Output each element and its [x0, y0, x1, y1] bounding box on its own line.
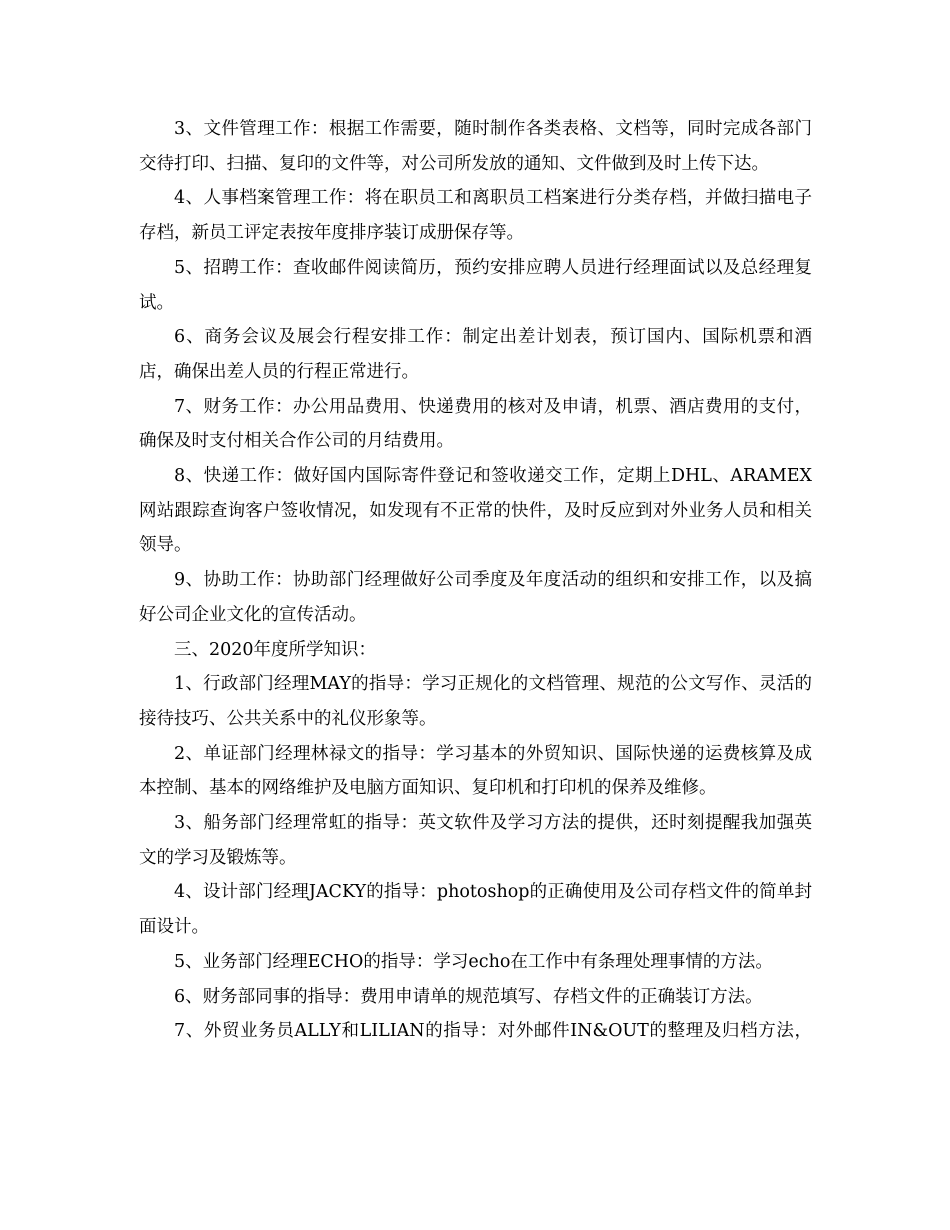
- section-heading-knowledge: 三、2020年度所学知识：: [174, 639, 377, 660]
- paragraph-documents-guidance: 2、单证部门经理林禄文的指导：学习基本的外贸知识、国际快递的运费核算及成本控制、基本的网络维护及电脑方面知识、复印机和打印机的保养及维修。: [139, 743, 812, 799]
- paragraph-finance-guidance: 6、财务部同事的指导：费用申请单的规范填写、存档文件的正确装订方法。: [174, 986, 763, 1007]
- paragraph-recruitment: 5、招聘工作：查收邮件阅读简历，预约安排应聘人员进行经理面试以及总经理复试。: [139, 257, 812, 313]
- document-body: [139, 112, 812, 1049]
- paragraph-finance: 7、财务工作：办公用品费用、快递费用的核对及申请，机票、酒店费用的支付，确保及时支付相关合作公司的月结费用。: [139, 396, 812, 452]
- paragraph-design-guidance: 4、设计部门经理JACKY的指导：photoshop的正确使用及公司存档文件的简单封面设计。: [139, 882, 812, 938]
- paragraph-shipping-guidance: 3、船务部门经理常虹的指导：英文软件及学习方法的提供，还时刻提醒我加强英文的学习及锻炼等。: [139, 813, 812, 868]
- paragraph-assistance: 9、协助工作：协助部门经理做好公司季度及年度活动的组织和安排工作，以及搞好公司企业文化的宣传活动。: [139, 570, 812, 625]
- paragraph-express-delivery: 8、快递工作：做好国内国际寄件登记和签收递交工作，定期上DHL、ARAMEX网站跟踪查询客户签收情况，如发现有不正常的快件，及时反应到对外业务人员和相关领导。: [139, 466, 812, 556]
- paragraph-personnel-archives: 4、人事档案管理工作：将在职员工和离职员工档案进行分类存档，并做扫描电子存档，新员工评定表按年度排序装订成册保存等。: [139, 188, 812, 244]
- paragraph-business-travel: 6、商务会议及展会行程安排工作：制定出差计划表，预订国内、国际机票和酒店，确保出差人员的行程正常进行。: [139, 327, 812, 382]
- paragraph-trade-guidance: 7、外贸业务员ALLY和LILIAN的指导：对外邮件IN&OUT的整理及归档方法，: [174, 1021, 812, 1042]
- paragraph-admin-guidance: 1、行政部门经理MAY的指导：学习正规化的文档管理、规范的公文写作、灵活的接待技巧、公共关系中的礼仪形象等。: [139, 674, 812, 729]
- paragraph-sales-guidance: 5、业务部门经理ECHO的指导：学习echo在工作中有条理处理事情的方法。: [174, 951, 773, 972]
- paragraph-file-management: 3、文件管理工作：根据工作需要，随时制作各类表格、文档等，同时完成各部门交待打印、扫描、复印的文件等，对公司所发放的通知、文件做到及时上传下达。: [139, 119, 812, 174]
